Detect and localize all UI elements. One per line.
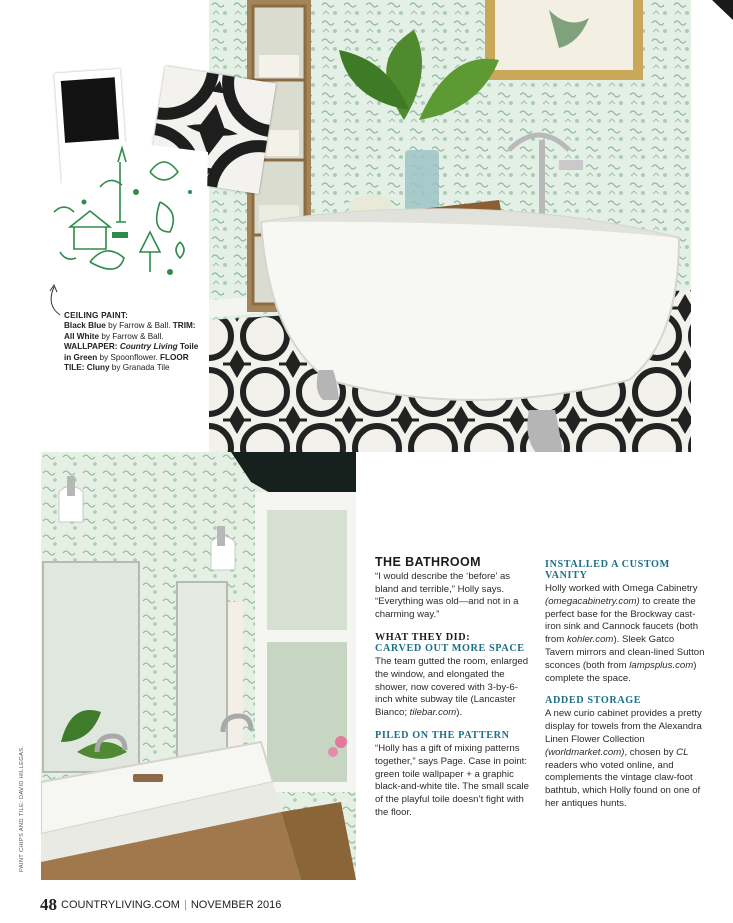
product-caption: [64, 311, 204, 373]
section-heading-storage: ADDED STORAGE: [545, 695, 642, 707]
section-heading-space: CARVED OUT MORE SPACE: [375, 642, 525, 654]
article-column-1: [375, 556, 535, 820]
section-heading-pattern: PILED ON THE PATTERN: [375, 729, 510, 741]
lampsplus-link[interactable]: lampsplus.com: [629, 659, 694, 671]
omega-link[interactable]: (omegacabinetry.com): [545, 595, 640, 607]
toile-wallpaper-sample: [40, 132, 212, 302]
article-title: THE BATHROOM: [375, 555, 481, 569]
section-heading-vanity: INSTALLED A CUSTOM VANITY: [545, 559, 670, 581]
trim-label: TRIM:: [172, 321, 196, 331]
bathtub-photo: [209, 0, 691, 452]
section-text-storage: A new curio cabinet provides a pretty display for towels from the Alexandra Linen Flower Collection (worldmarket.com), chosen by CL readers who voted online, and complements the vintage claw-foot bathtub, which Holly found on one of her antiques hunts.: [545, 708, 702, 809]
floor-tile-value: Cluny: [86, 363, 110, 373]
article-intro: “I would describe the ‘before’ as bland and terrible,” Holly says. “Everything was old—and not in a charming way.”: [375, 570, 519, 621]
tilebar-link[interactable]: tilebar.com: [409, 707, 457, 719]
ceiling-paint-value: Black Blue: [64, 321, 106, 331]
wallpaper-value-2: Toile in Green: [64, 342, 199, 362]
vanity-photo: [41, 452, 356, 880]
worldmarket-link[interactable]: (worldmarket.com): [545, 746, 625, 758]
page-footer: 48 COUNTRYLIVING.COM | NOVEMBER 2016: [40, 895, 282, 914]
section-text-vanity: Holly worked with Omega Cabinetry (omegacabinetry.com) to create the perfect base for the Brockway cast-iron sink and Cannock faucets (both from kohler.com). Sleek Gatco Tavern mirrors and clean-lined Sutton sconces (both from lampsplus.com) complete the space.: [545, 583, 705, 684]
wallpaper-brand: by Spoonflower.: [99, 352, 158, 362]
wallpaper-label: WALLPAPER:: [64, 342, 118, 352]
ceiling-paint-label: CEILING PAINT:: [64, 311, 129, 320]
footer-issue: NOVEMBER 2016: [190, 899, 282, 911]
caption-arrow-icon: [44, 283, 64, 317]
article-column-2: [545, 556, 705, 811]
ceiling-paint-brand: by Farrow & Ball.: [108, 321, 171, 331]
section-text-pattern: “Holly has a gift of mixing patterns together,” says Page. Case in point: green toile wallpaper + a graphic black-and-white tile. The small scale of the playful toile doesn’t fight with the floor.: [375, 742, 529, 818]
floor-tile-label: FLOOR TILE:: [64, 352, 189, 373]
page-corner-icon: [712, 0, 733, 20]
trim-brand: by Farrow & Ball.: [101, 331, 164, 341]
floor-tile-brand: by Granada Tile: [111, 363, 170, 373]
trim-value: All White: [64, 331, 100, 341]
page-number: 48: [40, 895, 57, 914]
kohler-link[interactable]: kohler.com: [566, 634, 614, 646]
wallpaper-value: Country Living: [119, 342, 178, 352]
footer-site: COUNTRYLIVING.COM: [61, 899, 180, 911]
what-they-did-heading: WHAT THEY DID:: [375, 631, 471, 643]
section-text-space: The team gutted the room, enlarged the window, and elongated the shower, now covered with 3-by-6-inch white subway tile (Lancaster Bianco; tilebar.com).: [375, 655, 529, 719]
photo-credit: PAINT CHIPS AND TILE: DAVID HILLEGAS.: [19, 745, 25, 872]
